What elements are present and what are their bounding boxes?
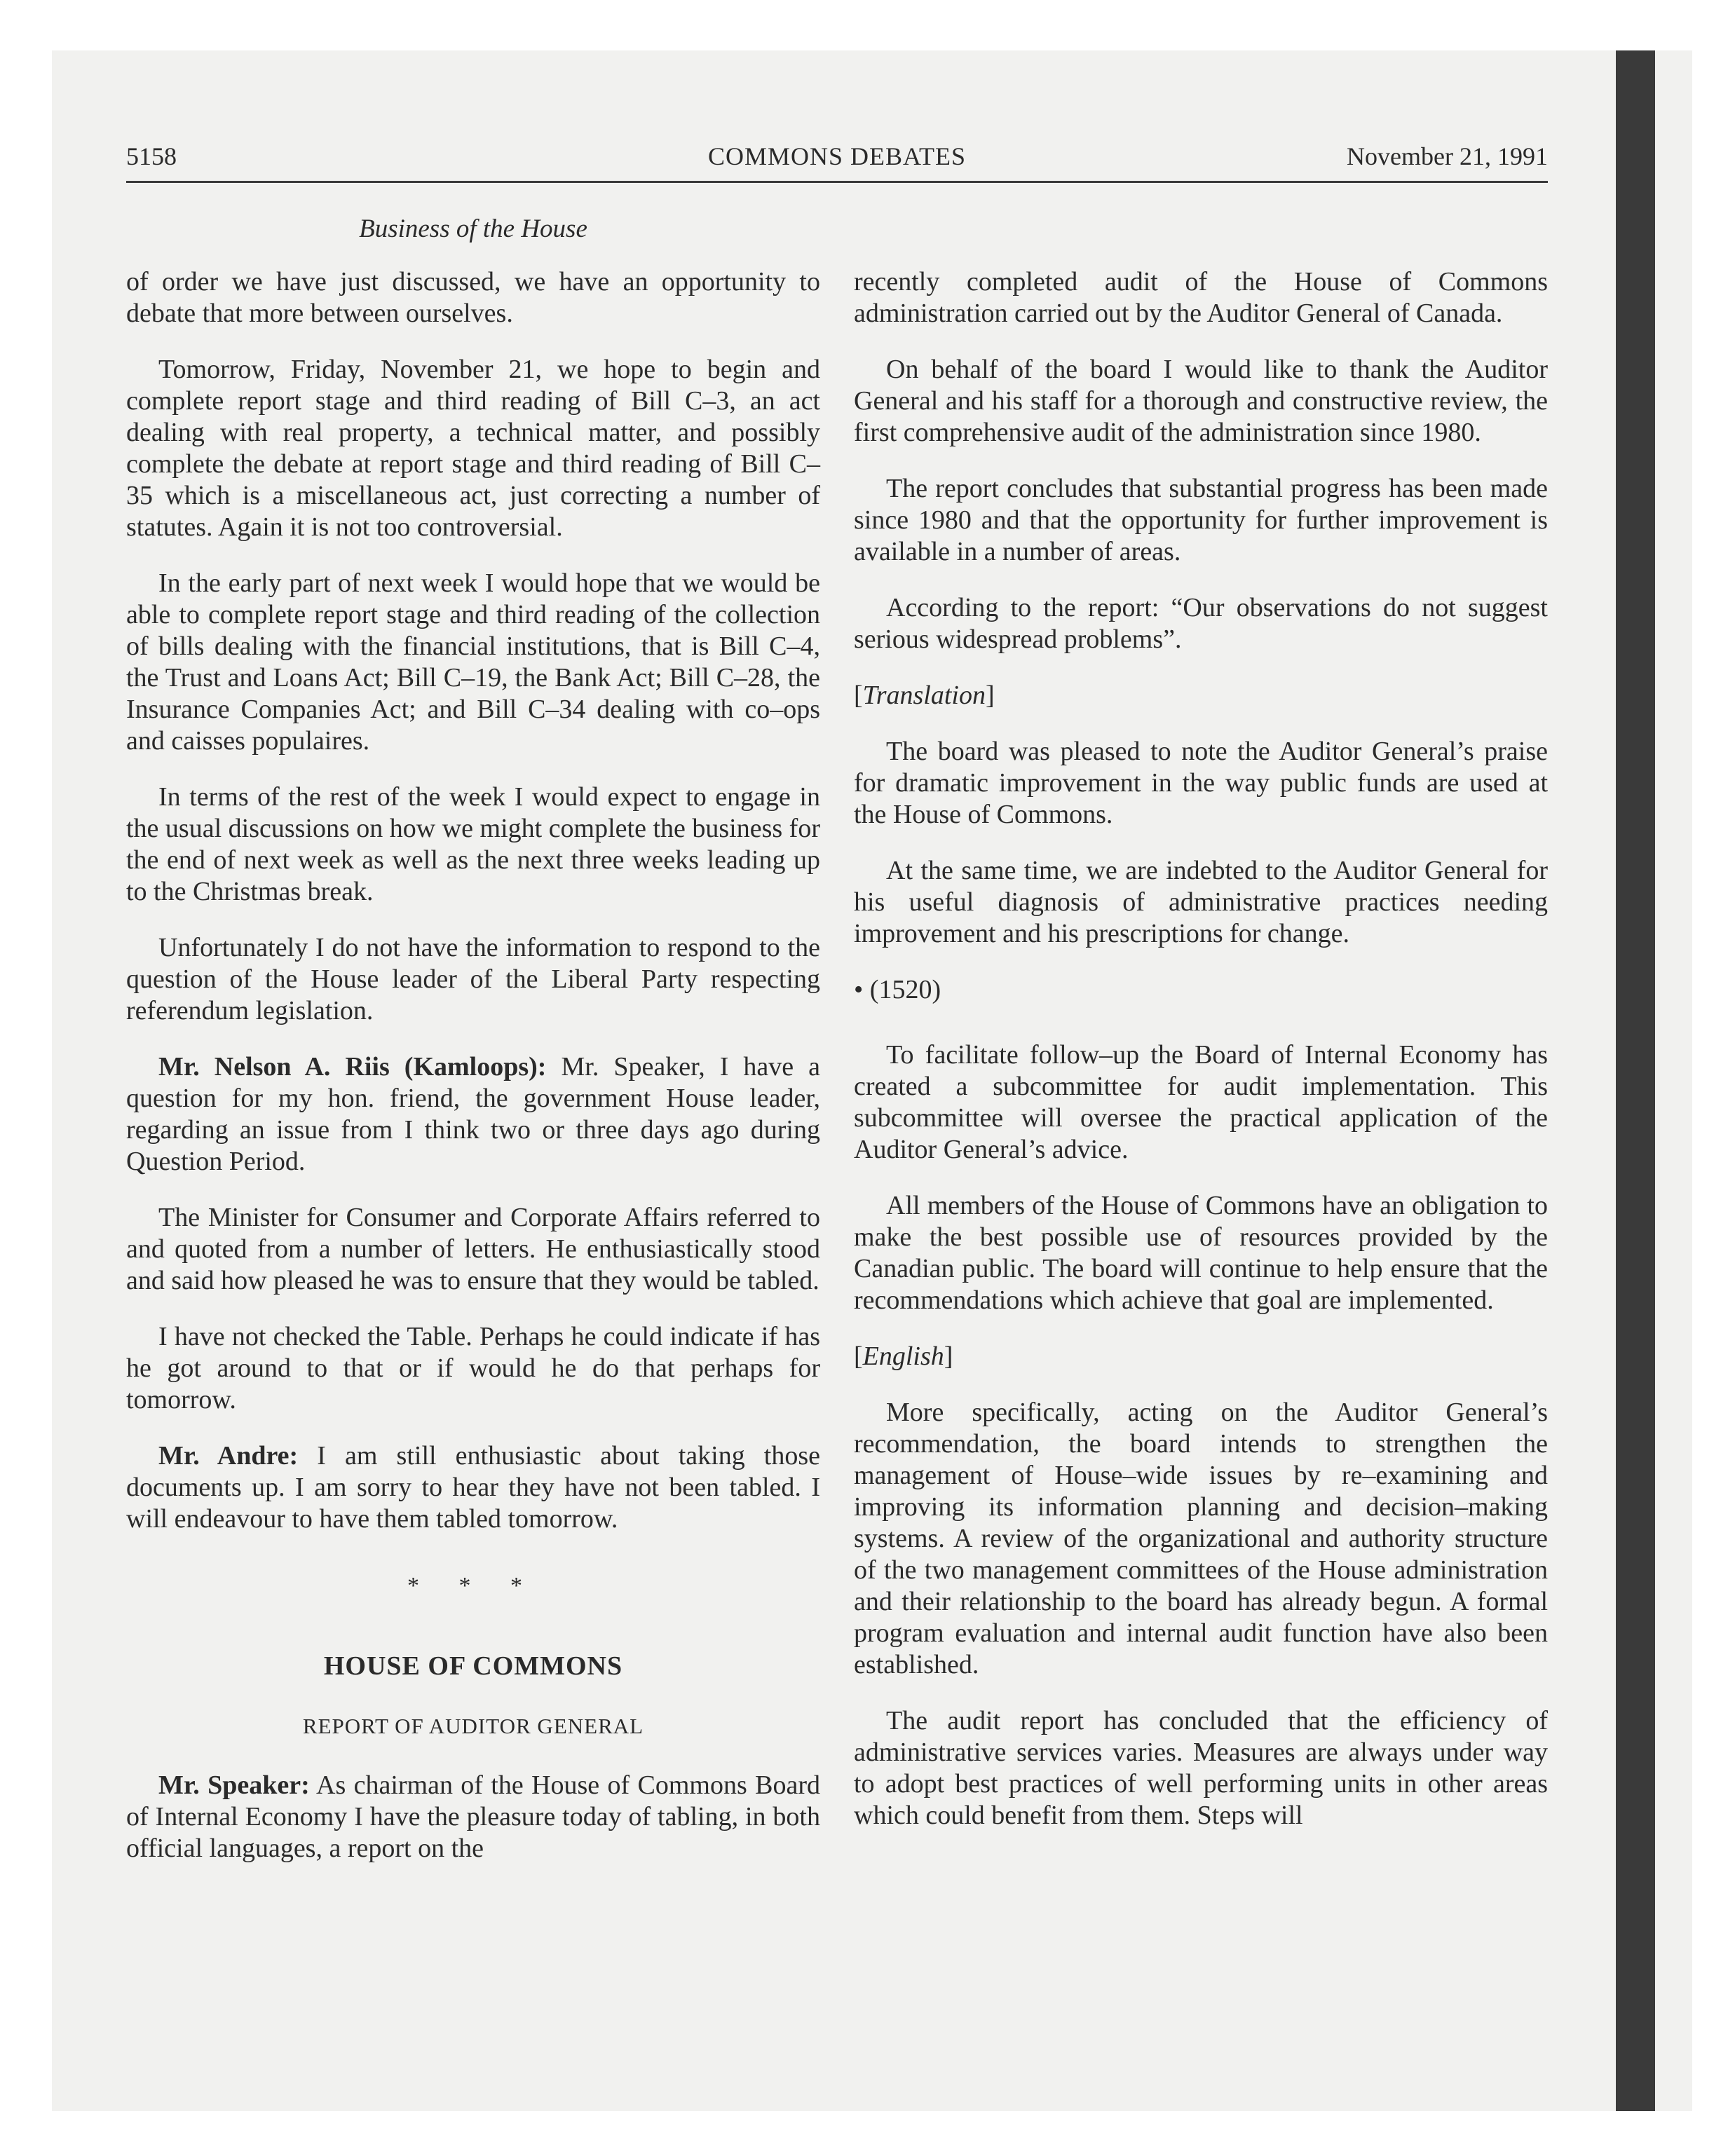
scan-edge-shadow: [1616, 50, 1655, 2111]
language-tag-text: Translation: [862, 681, 986, 710]
speech-paragraph: [126, 1440, 820, 1535]
page-header: [126, 139, 1548, 183]
speech-text: I am still enthusiastic about taking those documents up. I am sorry to hear they have not been tabled. I will endeavour to have them tabled tomorrow.: [126, 1441, 821, 1534]
paragraph: recently completed audit of the House of Commons administration carried out by the Auditor General of Canada.: [854, 267, 1548, 328]
language-tag: [Translation]: [854, 681, 995, 710]
header-date: November 21, 1991: [1347, 142, 1548, 170]
paragraph: Tomorrow, Friday, November 21, we hope to begin and complete report stage and third reading of Bill C–3, an act dealing with real property, a technical matter, and possibly complete the debate at report stage and third reading of Bill C–35 which is a miscellaneous act, just correcting a number of statutes. Again it is not too controversial.: [126, 355, 820, 542]
paragraph: According to the report: “Our observations do not suggest serious widespread problems”.: [854, 593, 1548, 654]
time-stamp: • (1520): [854, 975, 941, 1004]
paragraph: Unfortunately I do not have the information to respond to the question of the House leader of the Liberal Party respecting referendum legislation.: [126, 933, 820, 1025]
paragraph: The report concludes that substantial progress has been made since 1980 and that the opportunity for further improvement is available in a number of areas.: [854, 474, 1548, 566]
paragraph: I have not checked the Table. Perhaps he could indicate if has he got around to that or if would he do that perhaps for tomorrow.: [126, 1322, 820, 1414]
paragraph: To facilitate follow–up the Board of Internal Economy has created a subcommittee for audit implementation. This subcommittee will oversee the practical application of the Auditor General’s advice.: [854, 1040, 1548, 1164]
paragraph: In the early part of next week I would hope that we would be able to complete report stage and third reading of the collection of bills dealing with the financial institutions, that is Bill C–4, the Trust and Loans Act; Bill C–19, the Bank Act; Bill C–28, the Insurance Companies Act; and Bill C–34 dealing with co–ops and caisses populaires.: [126, 568, 820, 756]
paragraph: In terms of the rest of the week I would expect to engage in the usual discussions on how we might complete the business for the end of next week as well as the next three weeks leading up to the Christmas break.: [126, 782, 820, 906]
publication-title: COMMONS DEBATES: [707, 142, 967, 170]
section-heading: HOUSE OF COMMONS: [323, 1651, 623, 1681]
paragraph: The Minister for Consumer and Corporate Affairs referred to and quoted from a number of letters. He enthusiastically stood and said how pleased he was to ensure that they would be tabled.: [126, 1203, 820, 1295]
paragraph: All members of the House of Commons have an obligation to make the best possible use of resources provided by the Canadian public. The board will continue to help ensure that the recommendations which achieve that goal are implemented.: [854, 1191, 1548, 1315]
paragraph: of order we have just discussed, we have an opportunity to debate that more between ourselves.: [126, 267, 820, 328]
section-tag: Business of the House: [359, 214, 587, 243]
right-column: [854, 266, 1548, 1856]
language-tag: [English]: [854, 1342, 953, 1371]
paragraph: The audit report has concluded that the efficiency of administrative services varies. Measures are always under way to adopt best practices of well performing units in other areas which could benefit from them. Steps will: [854, 1706, 1548, 1830]
speech-text: Mr. Speaker, I have a question for my hon. friend, the government House leader, regarding an issue from I think two or three days ago during Question Period.: [126, 1052, 820, 1176]
paragraph: On behalf of the board I would like to thank the Auditor General and his staff for a thorough and constructive review, the first comprehensive audit of the administration since 1980.: [854, 355, 1548, 447]
paragraph: At the same time, we are indebted to the Auditor General for his useful diagnosis of administrative practices needing improvement and his prescriptions for change.: [854, 856, 1548, 948]
speech-text: As chairman of the House of Commons Board of Internal Economy I have the pleasure today of tabling, in both official languages, a report on the: [126, 1770, 820, 1863]
speech-paragraph: [126, 1051, 820, 1178]
speaker-name: Mr. Nelson A. Riis (Kamloops):: [158, 1052, 547, 1082]
left-column: [126, 266, 820, 1889]
paragraph: More specifically, acting on the Auditor General’s recommendation, the board intends to strengthen the management of House–wide issues by re–examining and improving its information planning and decision–making systems. A review of the organizational and authority structure of the two management committees of the House administration and their relationship to the board has already begun. A formal program evaluation and internal audit function have also been established.: [854, 1398, 1548, 1679]
page-number: 5158: [126, 142, 177, 170]
paragraph: The board was pleased to note the Auditor General’s praise for dramatic improvement in the way public funds are used at the House of Commons.: [854, 737, 1548, 829]
language-tag-text: English: [862, 1342, 944, 1371]
speaker-name: Mr. Speaker:: [158, 1770, 310, 1800]
section-subheading: REPORT OF AUDITOR GENERAL: [302, 1714, 644, 1738]
speech-paragraph: [126, 1770, 820, 1864]
speaker-name: Mr. Andre:: [158, 1441, 299, 1471]
section-separator: * * *: [407, 1573, 539, 1599]
